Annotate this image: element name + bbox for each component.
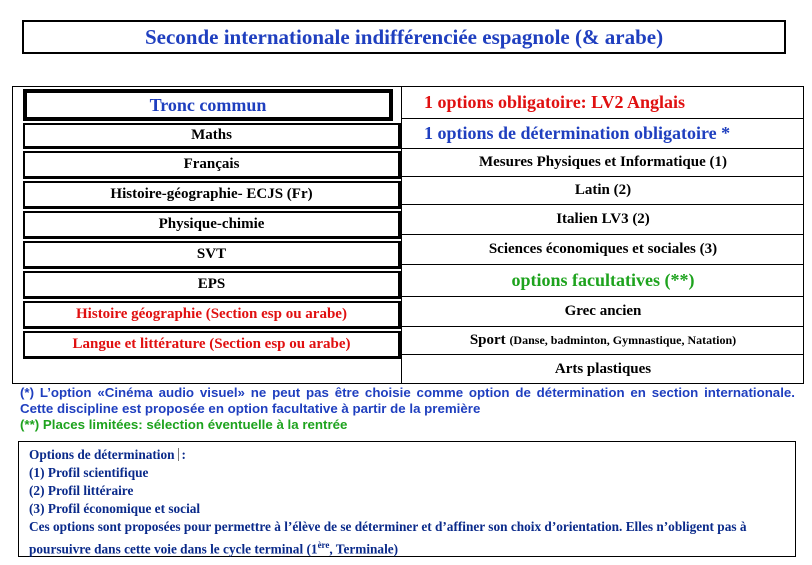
tronc-commun-column (13, 87, 401, 383)
subject-maths: Maths (23, 123, 401, 149)
option-latin: Latin (2) (402, 177, 804, 205)
text-cursor (178, 448, 179, 461)
subject-histoire-section: Histoire géographie (Section esp ou arabe) (23, 301, 401, 329)
box-heading-label: Options de détermination (29, 447, 175, 462)
option-lv2-anglais: 1 options obligatoire: LV2 Anglais (402, 87, 804, 119)
option-sport-label: Sport (469, 332, 506, 348)
note-cinema: (*) L’option «Cinéma audio visuel» ne peut pas être choisie comme option de détermination en section internationale. Cette discipline est proposée en option facultative à partir de la première (20, 385, 795, 416)
box-superscript: ère (317, 540, 330, 550)
option-arts-plastiques: Arts plastiques (554, 360, 652, 377)
option-grec-ancien: Grec ancien (402, 297, 804, 327)
option-italien: Italien LV3 (2) (402, 205, 804, 235)
subject-physique-chimie: Physique-chimie (23, 211, 401, 239)
box-paragraph-end: , Terminale) (329, 541, 399, 557)
option-sport-detail: (Danse, badminton, Gymnastique, Natation) (509, 333, 737, 347)
subject-svt: SVT (23, 241, 401, 269)
options-table (12, 86, 804, 384)
profile-item: (1) Profil scientifique (29, 465, 149, 480)
box-heading (29, 446, 785, 464)
option-mesures-physiques: Mesures Physiques et Informatique (1) (402, 149, 804, 177)
option-facultatives-heading: options facultatives (**) (402, 265, 804, 297)
option-determination-heading: 1 options de détermination obligatoire * (402, 119, 804, 149)
box-paragraph-text: Ces options sont proposées pour permettre à l’élève de se déterminer et d’affiner son choix d’orientation. Elles n’obligent pas à poursuivre dans cette voie dans le cycle terminal (1 (29, 519, 747, 557)
options-column (401, 87, 804, 383)
document-title: Seconde internationale indifférenciée espagnole (& arabe) (22, 20, 786, 54)
subject-histoire-geographie-label: Histoire-géographie- ECJS (Fr) (110, 186, 313, 202)
option-ses: Sciences économiques et sociales (3) (402, 235, 804, 265)
box-heading-colon: : (181, 447, 186, 462)
box-paragraph (29, 518, 785, 558)
determination-info-box (18, 441, 796, 557)
subject-histoire-geographie (23, 181, 401, 209)
profile-item: (3) Profil économique et social (29, 501, 201, 516)
subject-francais: Français (23, 151, 401, 179)
tronc-commun-header: Tronc commun (23, 89, 393, 121)
footnotes (20, 385, 795, 433)
subject-langue-section: Langue et littérature (Section esp ou arabe) (23, 331, 401, 359)
subject-eps: EPS (23, 271, 401, 299)
option-sport (402, 327, 804, 355)
profile-item: (2) Profil littéraire (29, 483, 134, 498)
note-places-limitees: (**) Places limitées: sélection éventuelle à la rentrée (20, 417, 348, 432)
